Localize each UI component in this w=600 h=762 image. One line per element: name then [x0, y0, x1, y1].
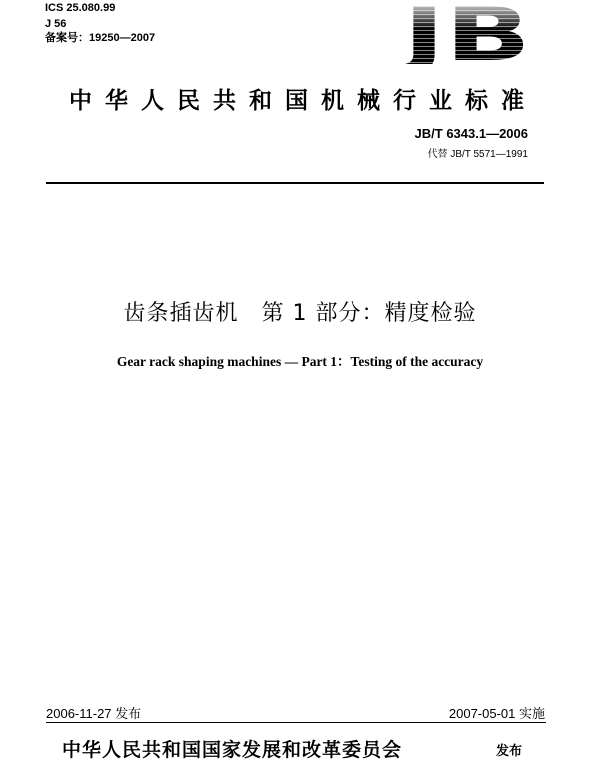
header-divider — [46, 182, 544, 184]
footer-divider — [46, 722, 546, 723]
replaces-standard: 代替 JB/T 5571—1991 — [427, 149, 528, 160]
jb-logo — [401, 2, 533, 64]
standard-number: JB/T 6343.1—2006 — [414, 126, 528, 141]
document-title-english: Gear rack shaping machines — Part 1：Testing of the accuracy — [116, 354, 484, 369]
standard-category-title: 中华人民共和国机械行业标准 — [69, 88, 537, 114]
issue-label: 发布 — [496, 744, 523, 759]
ics-code: ICS 25.080.99 — [45, 2, 116, 14]
document-title-chinese: 齿条插齿机 第 1 部分：精度检验 — [123, 301, 477, 326]
implementation-date: 2007-05-01 实施 — [448, 706, 545, 721]
issuing-authority: 中华人民共和国国家发展和改革委员会 — [62, 739, 403, 761]
record-number: 备案号：19250—2007 — [45, 32, 156, 44]
publication-date: 2006-11-27 发布 — [46, 706, 142, 721]
classification-code: J 56 — [45, 18, 67, 30]
